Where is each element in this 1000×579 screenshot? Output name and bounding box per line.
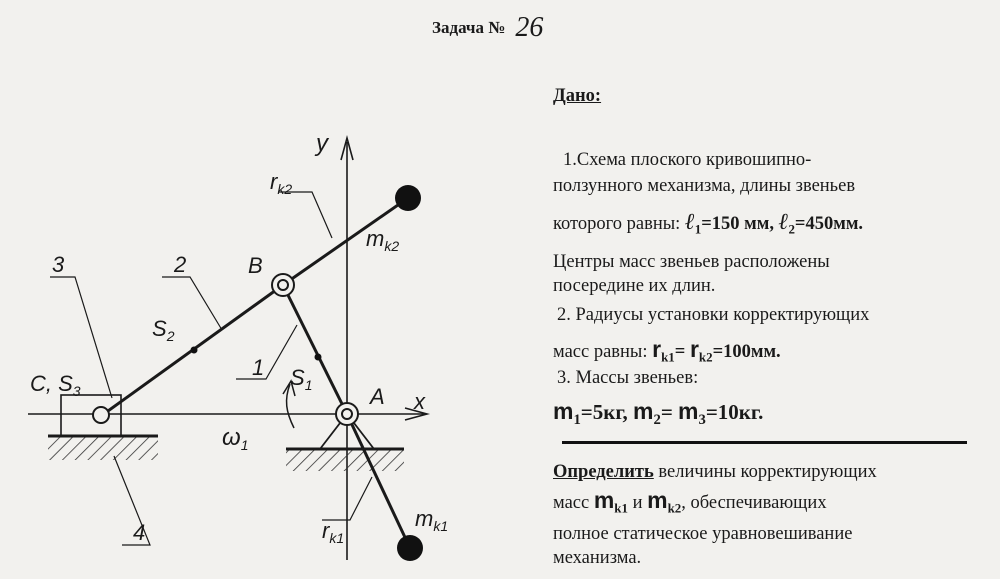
given-item-1-line-3: которого равны: ℓ$_1$=150 мм, ℓ$_2$=450мм. — [553, 208, 864, 237]
label-rk2: $r_{k2}$ — [270, 169, 293, 197]
given-item-1-line-2: ползунного механизма, длины звеньев — [553, 176, 856, 196]
label-2: 2 — [174, 252, 187, 277]
ground-right-hatch — [286, 449, 404, 471]
given-item-2-line-1: 2. Радиусы установки корректирующих — [557, 305, 870, 325]
label-omega: $\omega_1$ — [222, 424, 249, 453]
leader-2 — [162, 277, 222, 330]
given-item-1-line-1: 1.Схема плоского кривошипно- — [563, 150, 812, 170]
mass-mk2 — [395, 185, 421, 211]
given-item-1-line-4: Центры масс звеньев расположены — [553, 252, 830, 272]
ground-left-hatch — [48, 436, 158, 460]
label-S2: $S_2$ — [152, 316, 175, 344]
label-S1: $S_1$ — [290, 365, 313, 393]
label-y: y — [316, 130, 328, 157]
given-item-1-line-5: посередине их длин. — [553, 276, 716, 296]
title-label: Задача № — [432, 18, 506, 37]
label-B: B — [248, 253, 263, 278]
slider-block — [61, 395, 121, 436]
label-4: 4 — [133, 520, 146, 545]
given-heading: Дано: — [553, 86, 602, 106]
mass-mk1 — [397, 535, 423, 561]
label-rk1: $r_{k1}$ — [322, 518, 345, 546]
joint-A-outer — [336, 403, 358, 425]
label-CS3: C, $S_3$ — [30, 371, 81, 399]
label-1: 1 — [252, 355, 265, 380]
label-3: 3 — [52, 252, 65, 277]
crank-extension — [347, 414, 410, 548]
divider — [562, 441, 967, 444]
joint-C — [93, 407, 109, 423]
label-A: A — [370, 384, 385, 409]
point-S1 — [315, 354, 322, 361]
leader-rk2 — [278, 192, 332, 238]
leader-1 — [236, 325, 297, 379]
title-number: 26 — [515, 12, 544, 43]
label-mk2: $m_{k2}$ — [366, 226, 400, 254]
task-line-4: механизма. — [553, 548, 642, 568]
crank-1 — [283, 285, 347, 414]
given-item-3-line-1: 3. Массы звеньев: — [557, 368, 699, 388]
joint-B-outer — [272, 274, 294, 296]
point-S2 — [191, 347, 198, 354]
task-line-2: масс $m_{k1}$ и $m_{k2}$, обеспечивающих — [553, 487, 827, 516]
task-line-1: Определить величины корректирующих — [553, 462, 877, 482]
label-x: x — [414, 389, 425, 414]
label-mk1: $m_{k1}$ — [415, 506, 449, 534]
task-line-3: полное статическое уравновешивание — [553, 524, 853, 544]
given-item-2-line-2: масс равны: $r_{k1}= r_{k2}=100мм$. — [553, 336, 781, 365]
given-item-3-line-2: $m_1=5кг$, $m_2= m_3=10кг$. — [553, 398, 764, 429]
